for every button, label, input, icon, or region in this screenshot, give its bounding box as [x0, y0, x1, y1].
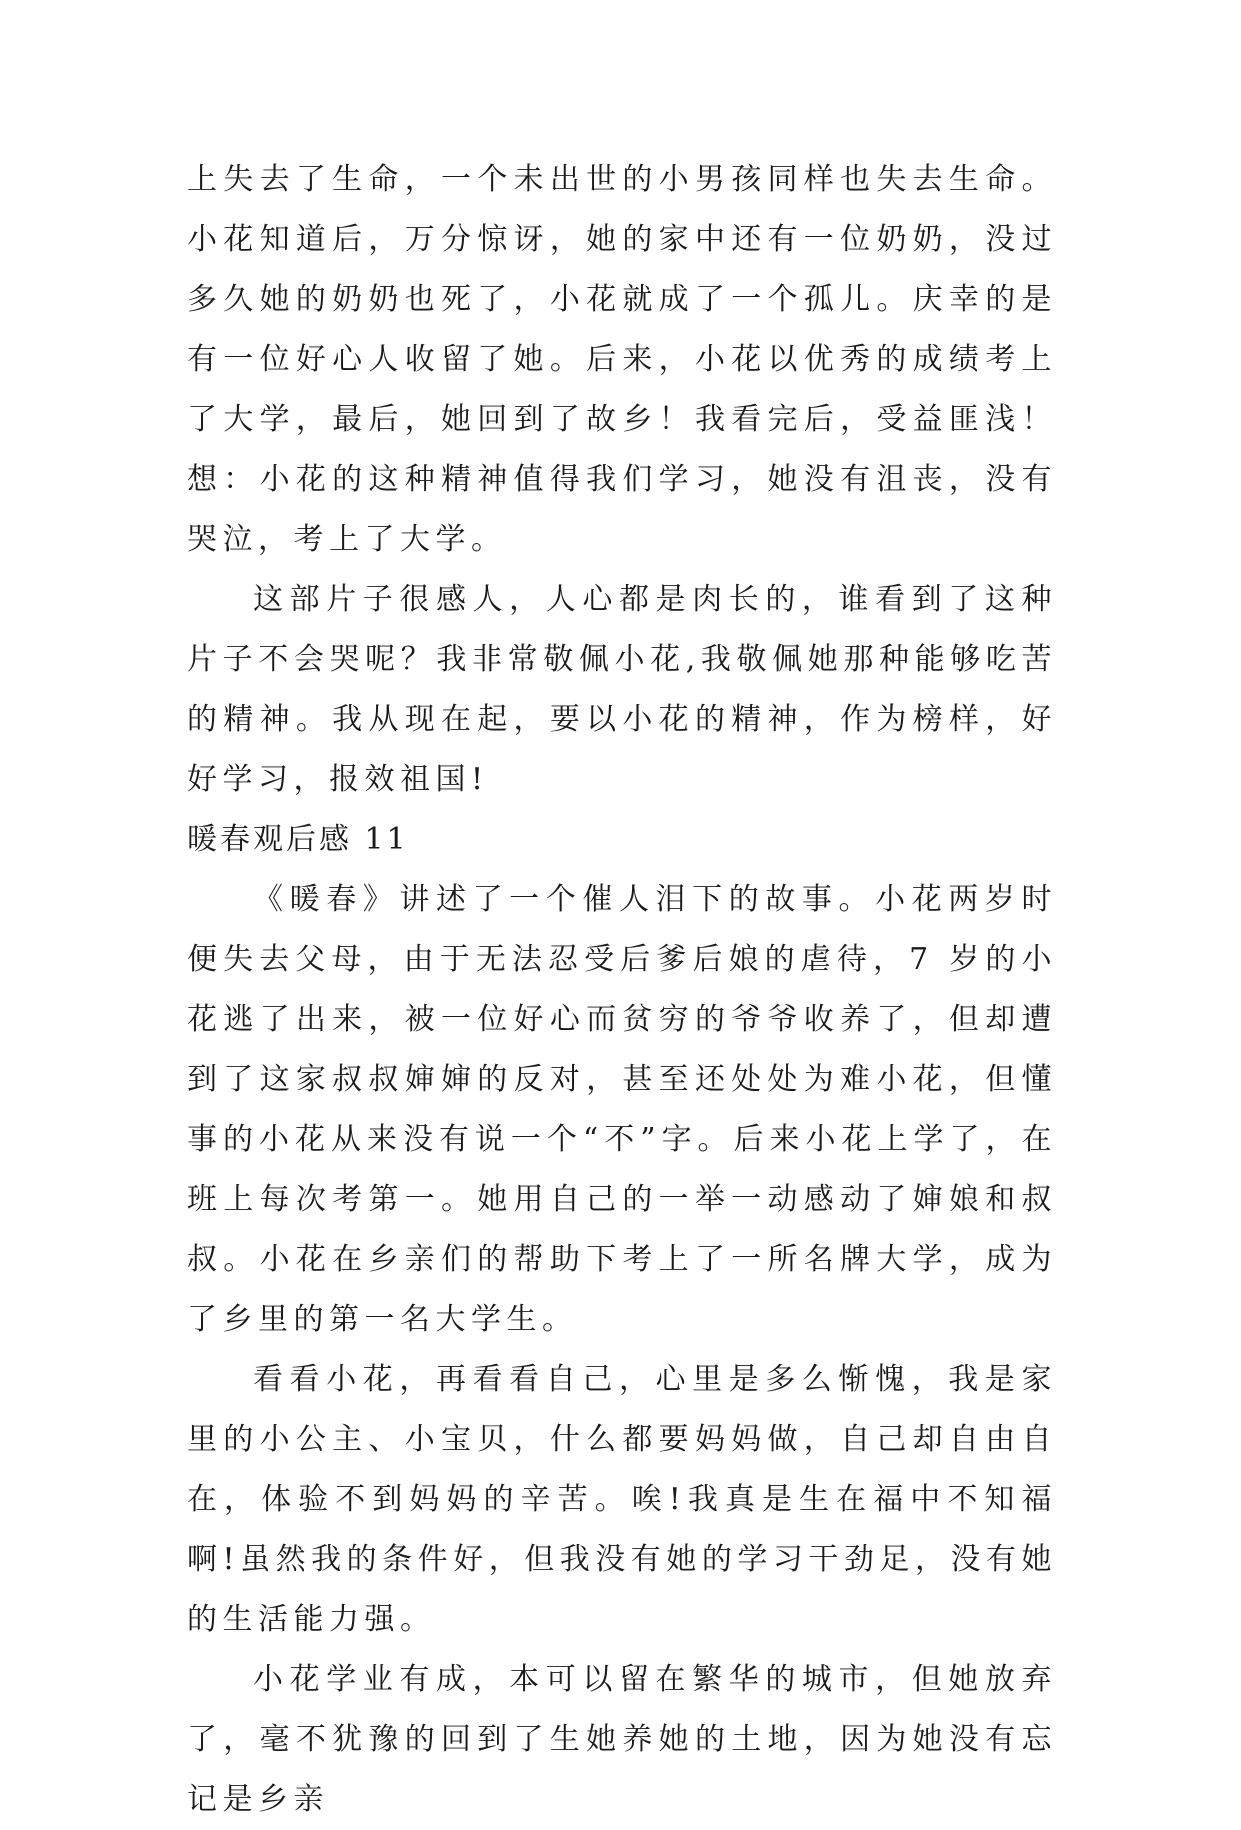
section-title: 暖春观后感 11 [187, 822, 409, 857]
paragraph: 这部片子很感人，人心都是肉长的，谁看到了这种片子不会哭呢？我非常敬佩小花,我敬佩她那种能够吃苦的精神。我从现在起，要以小花的精神，作为榜样，好好学习，报效祖国! [187, 582, 1057, 797]
paragraph: 上失去了生命，一个未出世的小男孩同样也失去生命。小花知道后，万分惊讶，她的家中还有一位奶奶，没过多久她的奶奶也死了，小花就成了一个孤儿。庆幸的是有一位好心人收留了她。后来，小花以优秀的成绩考上了大学，最后，她回到了故乡！我看完后，受益匪浅！想：小花的这种精神值得我们学习，她没有沮丧，没有哭泣，考上了大学。 [187, 162, 1057, 557]
paragraph: 小花学业有成，本可以留在繁华的城市，但她放弃了，毫不犹豫的回到了生她养她的土地，因为她没有忘记是乡亲 [187, 1662, 1057, 1817]
paragraph: 看看小花，再看看自己，心里是多么惭愧，我是家里的小公主、小宝贝，什么都要妈妈做，自己却自由自在，体验不到妈妈的辛苦。唉!我真是生在福中不知福啊!虽然我的条件好，但我没有她的学习干劲足，没有她的生活能力强。 [187, 1362, 1057, 1637]
document-body [187, 150, 1057, 1830]
paragraph: 《暖春》讲述了一个催人泪下的故事。小花两岁时便失去父母，由于无法忍受后爹后娘的虐待，7 岁的小花逃了出来，被一位好心而贫穷的爷爷收养了，但却遭到了这家叔叔婶婶的反对，甚至还处处为难小花，但懂事的小花从来没有说一个“不”字。后来小花上学了，在班上每次考第一。她用自己的一举一动感动了婶娘和叔叔。小花在乡亲们的帮助下考上了一所名牌大学，成为了乡里的第一名大学生。 [187, 882, 1057, 1337]
